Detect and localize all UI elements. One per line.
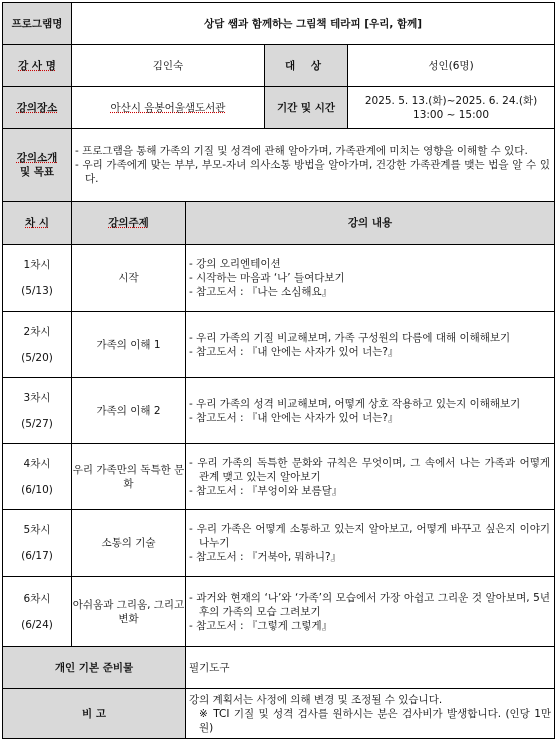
session-topic: 아쉬움과 그리움, 그리고 변화 (72, 577, 186, 647)
instructor-label: 강 사 명 (3, 45, 72, 87)
remarks-label: 비 고 (3, 689, 186, 739)
target-value: 성인(6명) (348, 45, 555, 87)
session-cell: 3차시 (5/27) (3, 378, 72, 444)
intro-row (3, 129, 555, 202)
session-topic: 가족의 이해 1 (72, 312, 186, 378)
session-content: - 우리 가족의 기질 비교해보며, 가족 구성원의 다름에 대해 이해해보기 - 참고도서 : 『내 안에는 사자가 있어 너는?』 (186, 312, 555, 378)
period-dates: 2025. 5. 13.(화)~2025. 6. 24.(화) (364, 94, 538, 107)
intro-item: - 프로그램을 통해 가족의 기질 및 성격에 관해 알아가며, 가족관계에 미치는 영향을 이해할 수 있다. (75, 144, 550, 158)
topic-header: 강의주제 (72, 202, 186, 245)
intro-item: - 우리 가족에게 맞는 부부, 부모-자녀 의사소통 방법을 알아가며, 건강한 가족관계를 맺는 법을 알 수 있다. (75, 158, 550, 186)
remarks-line: ※ TCI 기질 및 성격 검사를 원하시는 분은 검사비가 발생합니다. (인당 1만원) (199, 707, 552, 734)
venue-value: 아산시 음봉어울샘도서관 (72, 87, 265, 129)
session-header: 차 시 (3, 202, 72, 245)
content-header: 강의 내용 (186, 202, 555, 245)
intro-label: 강의소개 및 목표 (3, 129, 72, 202)
supplies-value: 필기도구 (186, 647, 555, 689)
session-row (3, 378, 555, 444)
session-topic: 가족의 이해 2 (72, 378, 186, 444)
program-row (3, 3, 555, 45)
session-cell: 2차시 (5/20) (3, 312, 72, 378)
remarks-line: 강의 계획서는 사정에 의해 변경 및 조정될 수 있습니다. (189, 693, 443, 706)
schedule-header-row (3, 202, 555, 245)
course-plan-table (2, 2, 555, 739)
supplies-label: 개인 기본 준비물 (3, 647, 186, 689)
session-row (3, 444, 555, 510)
session-content: - 과거와 현재의 ‘나’와 ‘가족’의 모습에서 가장 아쉽고 그리운 것 알아보며, 5년 후의 가족의 모습 그려보기 - 참고도서 : 『그렇게 그렇게』 (186, 577, 555, 647)
venue-row (3, 87, 555, 129)
supplies-row (3, 647, 555, 689)
period-value (348, 87, 555, 129)
session-content: - 우리 가족은 어떻게 소통하고 있는지 알아보고, 어떻게 바꾸고 싶은지 이야기 나누기 - 참고도서 : 『거북아, 뭐하니?』 (186, 510, 555, 577)
session-row (3, 245, 555, 312)
remarks-value (186, 689, 555, 739)
session-topic: 시작 (72, 245, 186, 312)
venue-label: 강의장소 (3, 87, 72, 129)
session-topic: 우리 가족만의 독특한 문화 (72, 444, 186, 510)
session-cell: 6차시 (6/24) (3, 577, 72, 647)
session-row (3, 577, 555, 647)
session-cell: 4차시 (6/10) (3, 444, 72, 510)
program-label: 프로그램명 (3, 3, 72, 45)
session-content: - 우리 가족의 독특한 문화와 규칙은 무엇이며, 그 속에서 나는 가족과 어떻게 관계 맺고 있는지 알아보기 - 참고도서 : 『부엉이와 보름달』 (186, 444, 555, 510)
target-label: 대 상 (265, 45, 348, 87)
intro-content (72, 129, 555, 202)
period-time: 13:00 ~ 15:00 (413, 108, 490, 121)
program-title: 상담 쌤과 함께하는 그림책 테라피 [우리, 함께] (72, 3, 555, 45)
session-content: - 우리 가족의 성격 비교해보며, 어떻게 상호 작용하고 있는지 이해해보기 - 참고도서 : 『내 안에는 사자가 있어 너는?』 (186, 378, 555, 444)
instructor-row (3, 45, 555, 87)
session-row (3, 510, 555, 577)
instructor-name: 김인숙 (72, 45, 265, 87)
remarks-row (3, 689, 555, 739)
session-topic: 소통의 기술 (72, 510, 186, 577)
session-cell: 5차시 (6/17) (3, 510, 72, 577)
session-content: - 강의 오리엔테이션 - 시작하는 마음과 ‘나’ 들여다보기 - 참고도서 : 『나는 소심해요』 (186, 245, 555, 312)
session-cell: 1차시 (5/13) (3, 245, 72, 312)
period-label: 기간 및 시간 (265, 87, 348, 129)
session-row (3, 312, 555, 378)
